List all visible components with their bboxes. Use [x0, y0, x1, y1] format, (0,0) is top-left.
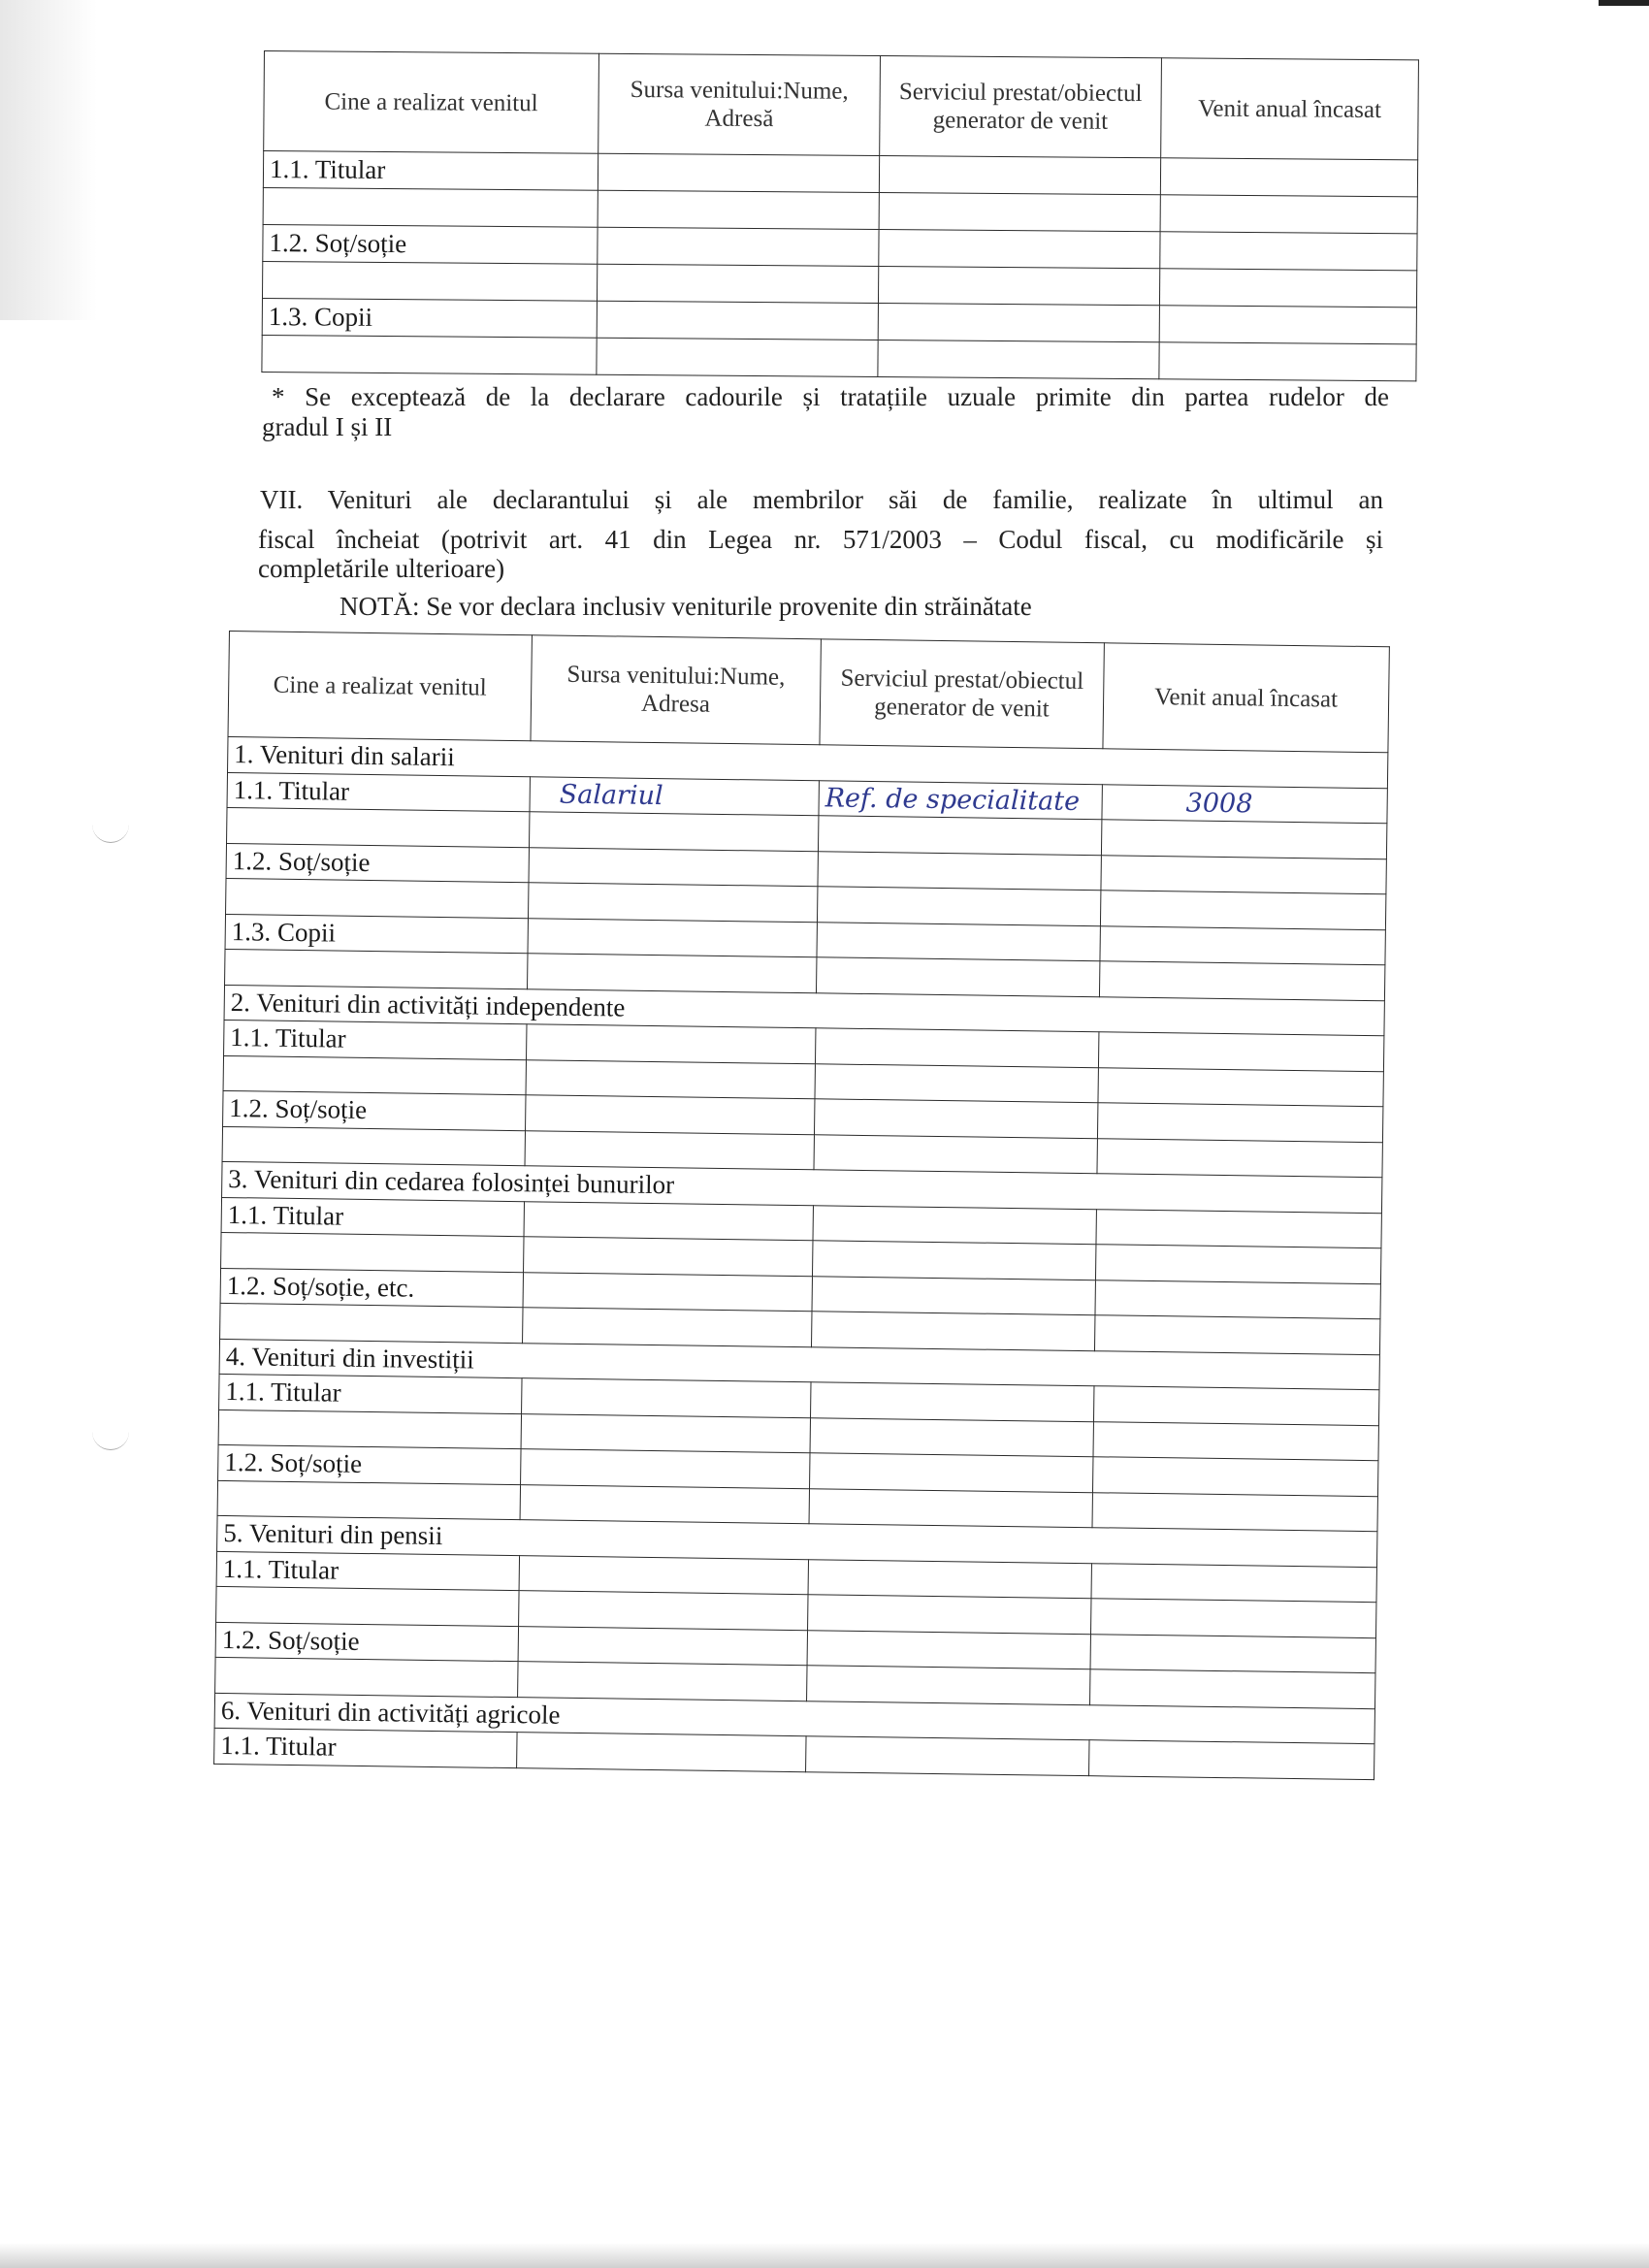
row-label: 1.1. Titular: [216, 1551, 519, 1591]
punch-hole-mark: [92, 817, 129, 843]
row-label: 1.1. Titular: [227, 772, 530, 812]
header-cell: Serviciul prestat/obiectul generator de venit: [880, 55, 1162, 157]
income-table: [213, 631, 1390, 1780]
header-cell: Venit anual încasat: [1161, 58, 1419, 160]
handwritten-service: Ref. de specialitate: [819, 780, 1102, 819]
row-label: 1.3. Copii: [262, 298, 597, 338]
row-label: 1.2. Soț/soție: [215, 1622, 518, 1662]
row-label: 1.2. Soț/soție: [218, 1444, 521, 1484]
income-table-header: [228, 632, 1389, 753]
table-row: [262, 335, 1416, 380]
header-cell: Sursa venitului:Nume, Adresa: [531, 635, 821, 745]
footnote-line: gradul I și II: [262, 412, 393, 441]
row-label: 1.1. Titular: [219, 1374, 522, 1413]
section-title: 3. Venituri din cedarea folosinței bunurilor: [222, 1161, 1382, 1213]
scan-edge-shadow: [0, 0, 97, 320]
row-label: 1.2. Soț/soție, etc.: [220, 1268, 523, 1308]
row-label: 1.2. Soț/soție: [223, 1090, 526, 1130]
row-label: [262, 261, 597, 301]
row-label: 1.1. Titular: [224, 1020, 527, 1059]
row-label: 1.1. Titular: [214, 1728, 517, 1767]
footnote-line: * Se exceptează de la declarare cadourile și tratațiile uzuale primite din partea rudelor de: [272, 382, 1389, 411]
header-cell: Cine a realizat venitul: [228, 632, 532, 741]
row-label: [262, 335, 597, 374]
section-title: 2. Venituri din activități independente: [224, 985, 1384, 1036]
header-cell: Cine a realizat venitul: [264, 51, 599, 154]
section-title: 1. Venituri din salarii: [228, 736, 1388, 788]
row-label: [263, 187, 598, 227]
handwritten-amount: 3008: [1102, 784, 1387, 823]
gifts-table-header: [264, 51, 1419, 160]
section-title: 4. Venituri din investiții: [219, 1339, 1379, 1390]
row-label: 1.2. Soț/soție: [226, 843, 529, 883]
row-label: 1.1. Titular: [221, 1197, 524, 1237]
scan-corner-mark: [1599, 0, 1649, 6]
row-label: 1.3. Copii: [225, 914, 528, 954]
row-label: 1.2. Soț/soție: [263, 224, 598, 264]
gifts-table: [261, 50, 1419, 381]
section-heading: VII. Venituri ale declarantului și ale membrilor săi de familie, realizate în ultimul an: [260, 485, 1383, 514]
header-cell: Serviciul prestat/obiectul generator de venit: [820, 639, 1104, 749]
punch-hole-mark: [92, 1424, 129, 1450]
header-cell: Sursa venitului:Nume, Adresă: [598, 53, 881, 155]
section-heading: fiscal încheiat (potrivit art. 41 din Legea nr. 571/2003 – Codul fiscal, cu modificările și: [258, 525, 1383, 554]
section-heading: completările ulterioare): [258, 554, 505, 583]
row-label: 1.1. Titular: [263, 151, 598, 191]
scan-bottom-edge: [0, 2243, 1649, 2268]
section-title: 6. Venituri din activități agricole: [214, 1693, 1374, 1744]
handwritten-source: Salariul: [530, 776, 819, 816]
note-text: NOTĂ: Se vor declara inclusiv veniturile provenite din străinătate: [340, 592, 1032, 621]
header-cell: Venit anual încasat: [1103, 643, 1389, 753]
section-title: 5. Venituri din pensii: [217, 1515, 1377, 1567]
